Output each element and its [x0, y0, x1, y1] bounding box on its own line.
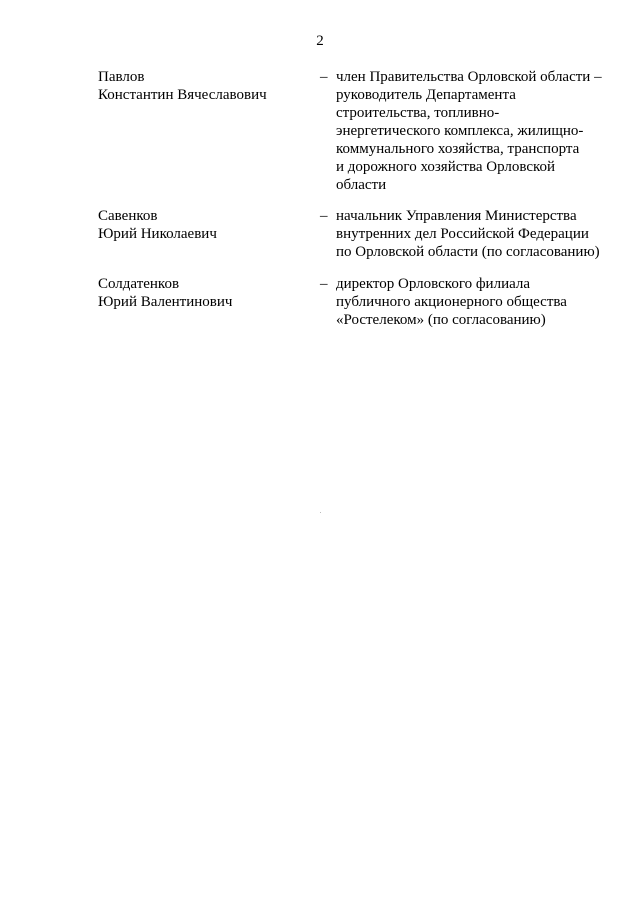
role-line: начальник Управления Министерства — [336, 208, 577, 224]
member-surname: Савенков — [98, 208, 158, 224]
role-line: коммунального хозяйства, транспорта — [336, 141, 580, 157]
role-line: руководитель Департамента — [336, 87, 516, 103]
member-name — [98, 207, 308, 243]
dash-separator: – — [320, 276, 328, 292]
scan-speck — [320, 512, 321, 513]
role-line: внутренних дел Российской Федерации — [336, 226, 589, 242]
member-surname: Павлов — [98, 69, 145, 85]
member-given-names: Юрий Николаевич — [98, 226, 217, 242]
dash-separator: – — [320, 69, 328, 85]
role-line: по Орловской области (по согласованию) — [336, 244, 600, 260]
member-role — [336, 275, 618, 329]
member-role — [336, 207, 618, 261]
dash-separator: – — [320, 208, 328, 224]
page-number: 2 — [316, 33, 324, 49]
role-line: член Правительства Орловской области – — [336, 69, 602, 85]
role-line: директор Орловского филиала — [336, 276, 531, 292]
role-line: энергетического комплекса, жилищно- — [336, 123, 584, 139]
member-name — [98, 275, 308, 311]
role-line: публичного акционерного общества — [336, 294, 567, 310]
role-line: области — [336, 177, 387, 193]
member-surname: Солдатенков — [98, 276, 180, 292]
role-line: и дорожного хозяйства Орловской — [336, 159, 556, 175]
member-role — [336, 68, 618, 194]
member-given-names: Юрий Валентинович — [98, 294, 233, 310]
role-line: строительства, топливно- — [336, 105, 500, 121]
role-line: «Ростелеком» (по согласованию) — [336, 312, 546, 328]
member-name — [98, 68, 308, 104]
member-given-names: Константин Вячеславович — [98, 87, 267, 103]
